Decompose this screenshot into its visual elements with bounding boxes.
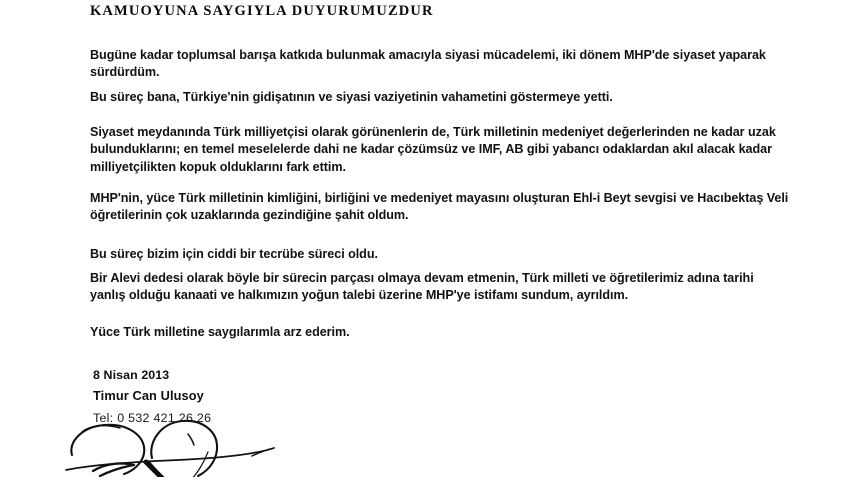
paragraph-4: MHP'nin, yüce Türk milletinin kimliğini, birliğini ve medeniyet mayasını oluşturan Ehl-i Beyt sevgisi ve Hacıbektaş Veli öğretilerinin çok uzaklarında gezindiğine şahit oldum. bbox=[90, 191, 789, 223]
paragraph-5: Bu süreç bizim için ciddi bir tecrübe süreci oldu. bbox=[90, 247, 378, 261]
handwritten-signature-icon bbox=[60, 418, 330, 480]
page-title: KAMUOYUNA SAYGIYLA DUYURUMUZDUR bbox=[90, 3, 434, 19]
signatory-name: Timur Can Ulusoy bbox=[93, 388, 204, 403]
paragraph-3: Siyaset meydanında Türk milliyetçisi olarak görünenlerin de, Türk milletinin medeniyet değerlerinden ne kadar uzak bulunduklarını; en temel meselelerde dahi ne kadar çözümsüz ve IMF, AB gibi yabancı odaklardan akıl alacak kadar milliyetçilikten kopuk olduklarını fark ettim. bbox=[90, 125, 776, 174]
contact-phone: Tel: 0 532 421 26 26 bbox=[93, 411, 212, 425]
paragraph-7: Yüce Türk milletine saygılarımla arz ederim. bbox=[90, 325, 350, 339]
paragraph-1: Bugüne kadar toplumsal barışa katkıda bulunmak amacıyla siyasi mücadelemi, iki dönem MHP'de siyaset yaparak sürdürdüm. bbox=[90, 48, 766, 80]
document-text-block bbox=[90, 0, 796, 480]
signature-date: 8 Nisan 2013 bbox=[93, 368, 170, 382]
paragraph-6: Bir Alevi dedesi olarak böyle bir sürecin parçası olmaya devam etmenin, Türk milleti ve öğretilerimiz adına tarihi yanlış olduğu kanaati ve halkımızın yoğun talebi üzerine MHP'ye istifamı sundum, ayrıldım. bbox=[90, 271, 754, 303]
paragraph-2: Bu süreç bana, Türkiye'nin gidişatının ve siyasi vaziyetinin vahametini göstermeye yetti. bbox=[90, 90, 613, 104]
